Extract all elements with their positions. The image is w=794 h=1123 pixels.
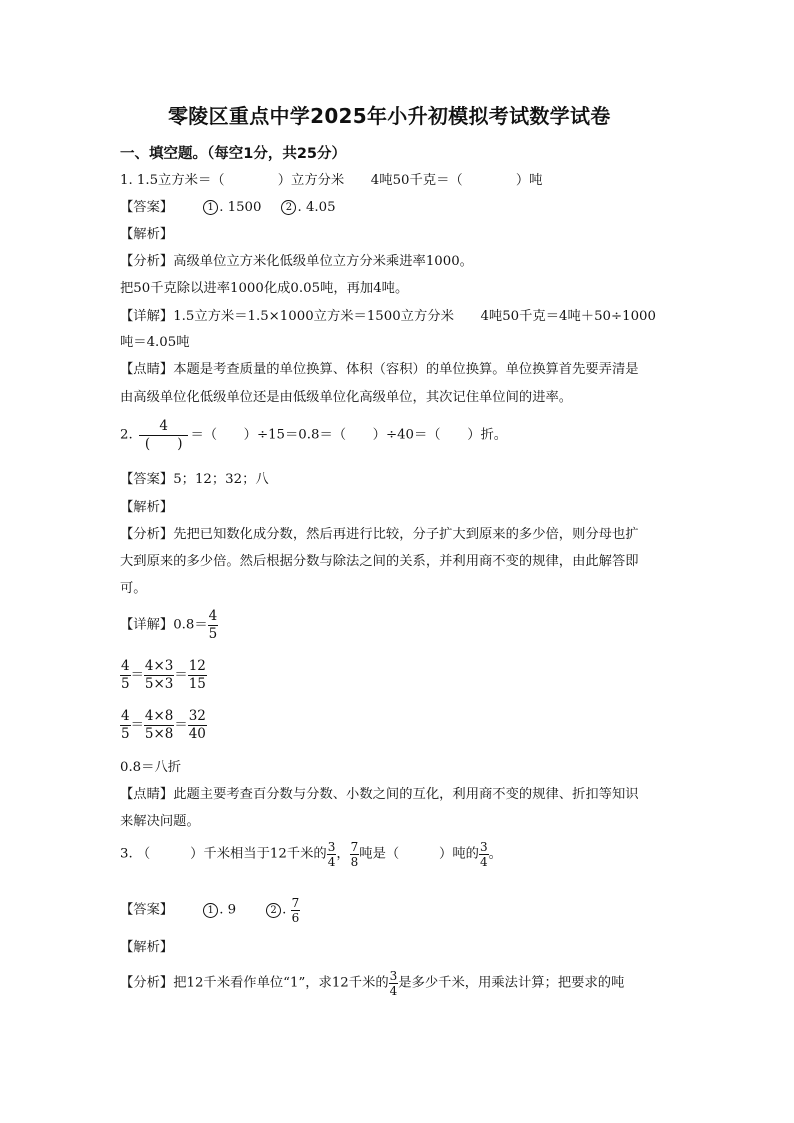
fraction-denominator: 40 bbox=[188, 726, 206, 742]
fraction-denominator: 5 bbox=[121, 676, 130, 692]
fraction bbox=[188, 658, 207, 693]
xiangjie-text: 1.5立方米＝1.5×1000立方米＝1500立方分米 4吨50千克＝4吨＋50÷1000 bbox=[173, 309, 656, 324]
q1-xiangjie-2: 吨＝4.05吨 bbox=[120, 335, 190, 350]
fraction bbox=[144, 708, 175, 743]
fraction-numerator: 3 bbox=[479, 840, 488, 854]
fraction-denominator: 8 bbox=[350, 855, 359, 869]
q2-fenxi-3: 可。 bbox=[120, 581, 147, 596]
xiangjie-label: 【详解】 bbox=[120, 617, 174, 633]
circled-number: 2 bbox=[266, 903, 281, 918]
q3-text: 3. （ ）千米相当于12千米的 bbox=[120, 846, 327, 862]
q3-text: 。 bbox=[488, 846, 502, 862]
q2-dianjing bbox=[120, 786, 639, 804]
fraction bbox=[389, 969, 399, 998]
q2-xiangjie bbox=[120, 608, 218, 643]
answer-value: . 1500 bbox=[219, 200, 262, 215]
q1-answer bbox=[120, 199, 336, 217]
fraction-denominator: 5 bbox=[121, 726, 130, 742]
fraction bbox=[327, 840, 337, 869]
fenxi-text: 高级单位立方米化低级单位立方分米乘进率1000。 bbox=[173, 254, 473, 269]
q2-answer bbox=[120, 471, 269, 489]
q1-xiangjie bbox=[120, 308, 656, 326]
q1-dianjing-2: 由高级单位化低级单位还是由低级单位化高级单位，其次记住单位间的进率。 bbox=[120, 390, 573, 405]
q1-dianjing bbox=[120, 361, 639, 379]
jiexi-label: 【解析】 bbox=[120, 500, 174, 515]
q1-fenxi bbox=[120, 253, 473, 271]
fraction-denominator: 4 bbox=[327, 855, 336, 869]
q2-equation-2: $\frac{4}{5}$ ＝ $\frac{4\times 8}{5\times 8}$ ＝ $\frac{32}{40}$ bbox=[121, 708, 206, 742]
answer-value: . 4.05 bbox=[297, 200, 336, 215]
fenxi-label: 【分析】 bbox=[120, 975, 174, 991]
fraction-denominator: 5 bbox=[208, 626, 218, 642]
q2-equation-1: $\frac{4}{5}$ ＝ $\frac{4\times 3}{5\times 3}$ ＝ $\frac{12}{15}$ bbox=[121, 658, 206, 692]
fraction-numerator: 12 bbox=[188, 658, 206, 674]
jiexi-label: 【解析】 bbox=[120, 227, 174, 242]
answer-label: 【答案】 bbox=[120, 472, 174, 487]
section-heading: 一、填空题。（每空1分，共25分） bbox=[120, 146, 347, 162]
fraction-numerator: 7 bbox=[350, 840, 359, 854]
fraction-numerator: 32 bbox=[188, 708, 206, 724]
q1-fenxi-2: 把50千克除以进率1000化成0.05吨，再加4吨。 bbox=[120, 281, 409, 296]
fenxi-text: 先把已知数化成分数，然后再进行比较，分子扩大到原来的多少倍，则分母也扩 bbox=[173, 527, 639, 542]
fraction-numerator: 4 bbox=[159, 418, 168, 434]
fraction-denominator: 4 bbox=[389, 984, 398, 998]
q2-rest: ＝（ ）÷15＝0.8＝（ ）÷40＝（ ）折。 bbox=[190, 427, 508, 443]
circled-number: 1 bbox=[203, 200, 218, 215]
xiangjie-text: 0.8＝ bbox=[173, 617, 208, 633]
fraction bbox=[188, 708, 207, 743]
fenxi-text: 是多少千米，用乘法计算；把要求的吨 bbox=[398, 975, 625, 991]
fraction bbox=[350, 840, 360, 869]
q2-question bbox=[120, 418, 507, 453]
xiangjie-label: 【详解】 bbox=[120, 309, 174, 324]
answer-value: . bbox=[282, 902, 291, 918]
q3-question bbox=[120, 840, 502, 869]
fenxi-label: 【分析】 bbox=[120, 254, 174, 269]
answer-value: 5；12；32；八 bbox=[173, 472, 269, 487]
fraction-denominator: 4 bbox=[479, 855, 488, 869]
q2-number: 2. bbox=[120, 427, 133, 443]
dianjing-text: 此题主要考查百分数与分数、小数之间的互化，利用商不变的规律、折扣等知识 bbox=[173, 787, 639, 802]
q2-fenxi bbox=[120, 526, 639, 544]
answer-label: 【答案】 bbox=[120, 902, 174, 918]
q2-fenxi-2: 大到原来的多少倍。然后根据分数与除法之间的关系，并利用商不变的规律，由此解答即 bbox=[120, 554, 639, 569]
q1-question: 1. 1.5立方米＝（ ）立方分米 4吨50千克＝（ ）吨 bbox=[120, 173, 543, 188]
fraction bbox=[144, 658, 175, 693]
answer-label: 【答案】 bbox=[120, 200, 174, 215]
fraction-denominator: 5×3 bbox=[144, 676, 174, 692]
q3-text: ， bbox=[336, 846, 350, 862]
fraction bbox=[291, 896, 301, 925]
fraction-denominator: ( ) bbox=[139, 435, 189, 453]
fraction bbox=[120, 658, 131, 693]
circled-number: 1 bbox=[203, 903, 218, 918]
fraction-numerator: 4 bbox=[121, 708, 130, 724]
fraction bbox=[139, 418, 189, 453]
fraction bbox=[208, 608, 219, 643]
fenxi-label: 【分析】 bbox=[120, 527, 174, 542]
fraction-numerator: 4×3 bbox=[144, 658, 174, 674]
fraction-numerator: 4 bbox=[121, 658, 130, 674]
q3-text: 吨是（ ）吨的 bbox=[359, 846, 479, 862]
fraction-denominator: 5×8 bbox=[144, 726, 174, 742]
page-title: 零陵区重点中学2025年小升初模拟考试数学试卷 bbox=[168, 104, 611, 128]
fraction-numerator: 4×8 bbox=[144, 708, 174, 724]
fenxi-text: 把12千米看作单位“1”，求12千米的 bbox=[173, 975, 389, 991]
fraction-numerator: 3 bbox=[327, 840, 336, 854]
q3-answer bbox=[120, 896, 300, 925]
circled-number: 2 bbox=[281, 200, 296, 215]
fraction-numerator: 7 bbox=[291, 896, 300, 910]
dianjing-text: 本题是考查质量的单位换算、体积（容积）的单位换算。单位换算首先要弄清是 bbox=[173, 362, 639, 377]
fraction bbox=[120, 708, 131, 743]
fraction-numerator: 3 bbox=[389, 969, 398, 983]
fraction-denominator: 6 bbox=[291, 911, 300, 925]
dianjing-label: 【点睛】 bbox=[120, 362, 174, 377]
q2-dianjing-2: 来解决问题。 bbox=[120, 814, 200, 829]
fraction bbox=[479, 840, 489, 869]
q2-last: 0.8＝八折 bbox=[120, 760, 182, 775]
jiexi-label: 【解析】 bbox=[120, 940, 174, 955]
fraction-denominator: 15 bbox=[188, 676, 206, 692]
q3-fenxi bbox=[120, 969, 624, 998]
dianjing-label: 【点睛】 bbox=[120, 787, 174, 802]
answer-value: . 9 bbox=[219, 902, 237, 918]
fraction-numerator: 4 bbox=[208, 608, 218, 624]
